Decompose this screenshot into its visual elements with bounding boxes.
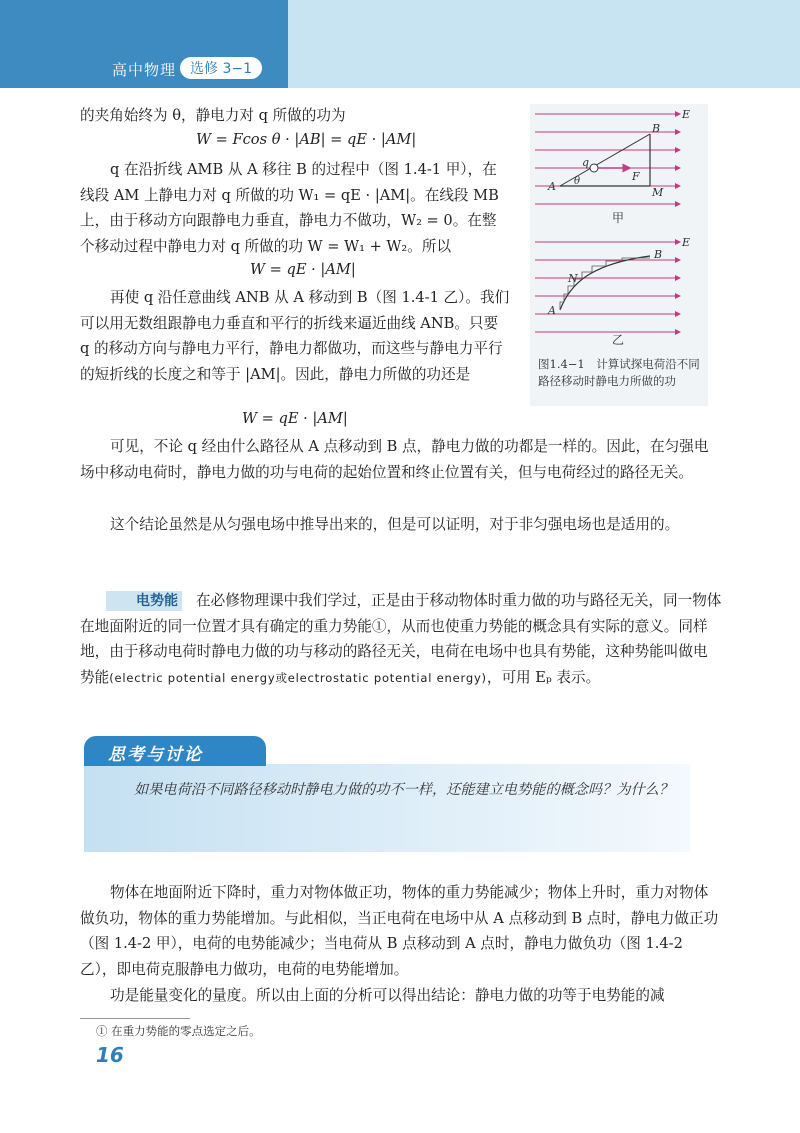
section-text-b: ，可用 Eₚ 表示。 [486, 668, 601, 686]
paragraph-conclusion: 可见，不论 q 经由什么路径从 A 点移动到 B 点，静电力做的功都是一样的。因此，在匀强电场中移动电荷时，静电力做的功与电荷的起始位置和终止位置有关，但与电荷经过的路径无关。 [80, 438, 709, 481]
footnote-rule [80, 1018, 190, 1019]
paragraph-path-anb: 再使 q 沿任意曲线 ANB 从 A 移动到 B（图 1.4-1 乙）。我们可以用无数组跟静电力垂直和平行的折线来逼近曲线 ANB。只要 q 的移动方向与静电力平行，静电力都做功，而这些与静电力平行的短折线的长度之和等于 |AM|。因此，静电力所做的功还是 [80, 289, 510, 383]
label-jia: 甲 [612, 211, 625, 225]
page-number: 16 [96, 1043, 124, 1067]
footnote: ① 在重力势能的零点选定之后。 [96, 1024, 261, 1038]
label-b-bottom: B [654, 248, 663, 261]
think-discuss-title: 思考与讨论 [108, 745, 203, 765]
english-term: (electric potential energy或electrostatic potential energy) [109, 670, 487, 685]
label-yi: 乙 [612, 333, 625, 347]
label-q: q [582, 156, 590, 169]
label-e-top: E [682, 108, 691, 121]
equation-2: W = qE · |AM| [250, 261, 356, 278]
label-e-bottom: E [682, 236, 691, 249]
header-title: 高中物理 [112, 61, 177, 79]
paragraph-nonuniform: 这个结论虽然是从匀强电场中推导出来的，但是可以证明，对于非匀强电场也是适用的。 [110, 516, 680, 533]
equation-3: W = qE · |AM| [242, 410, 348, 427]
keyword-electric-potential-energy: 电势能 [106, 591, 182, 611]
label-n: N [568, 272, 578, 285]
label-m: M [652, 186, 664, 199]
label-theta: θ [574, 176, 581, 187]
paragraph-work-energy: 功是能量变化的量度。所以由上面的分析可以得出结论：静电力做的功等于电势能的减 [110, 987, 665, 1004]
test-charge [590, 164, 598, 172]
think-discuss-question: 如果电荷沿不同路径移动时静电力做的功不一样，还能建立电势能的概念吗？为什么？ [134, 782, 674, 798]
label-a-top: A [548, 180, 556, 193]
section-text-a: 在必修物理课中我们学过，正是由于移动物体时重力做的功与路径无关，同一物体在地面附近的同一位置才具有确定的重力势能①，从而也使重力势能的概念具有实际的意义。同样地，由于移动电荷时静电力做的功与移动的路径无关，电荷在电场中也具有势能，这种势能叫做电势能 [80, 592, 722, 686]
paragraph-path-amb: q 在沿折线 AMB 从 A 移往 B 的过程中（图 1.4-1 甲），在线段 AM 上静电力对 q 所做的功 W₁ = qE · |AM|。在线段 MB 上，由于移动方向跟静电力垂直，静电力不做功，W₂ = 0。在整个移动过程中静电力对 q 所做的功 W = W₁ + W₂。所以 [80, 161, 499, 255]
label-b-top: B [652, 122, 661, 135]
figure-caption: 图1.4−1 计算试探电荷沿不同路径移动时静电力所做的功 [538, 357, 700, 388]
label-a-bottom: A [548, 304, 556, 317]
page-header [0, 0, 800, 88]
paragraph-intro: 的夹角始终为 θ，静电力对 q 所做的功为 [80, 107, 346, 124]
paragraph-analogy: 物体在地面附近下降时，重力对物体做正功，物体的重力势能减少；物体上升时，重力对物体做负功，物体的重力势能增加。与此相似，当正电荷在电场中从 A 点移动到 B 点时，静电力做正功（图 1.4-2 甲），电荷的电势能减少；当电荷从 B 点移动到 A 点时，静电力做负功（图 1.4-2 乙），即电荷克服静电力做功，电荷的电势能增加。 [80, 884, 719, 978]
equation-1: W = Fcos θ · |AB| = qE · |AM| [196, 131, 417, 148]
section-potential-energy [80, 588, 722, 691]
label-f: F [632, 170, 640, 183]
header-badge: 选修 3−1 [180, 57, 262, 79]
